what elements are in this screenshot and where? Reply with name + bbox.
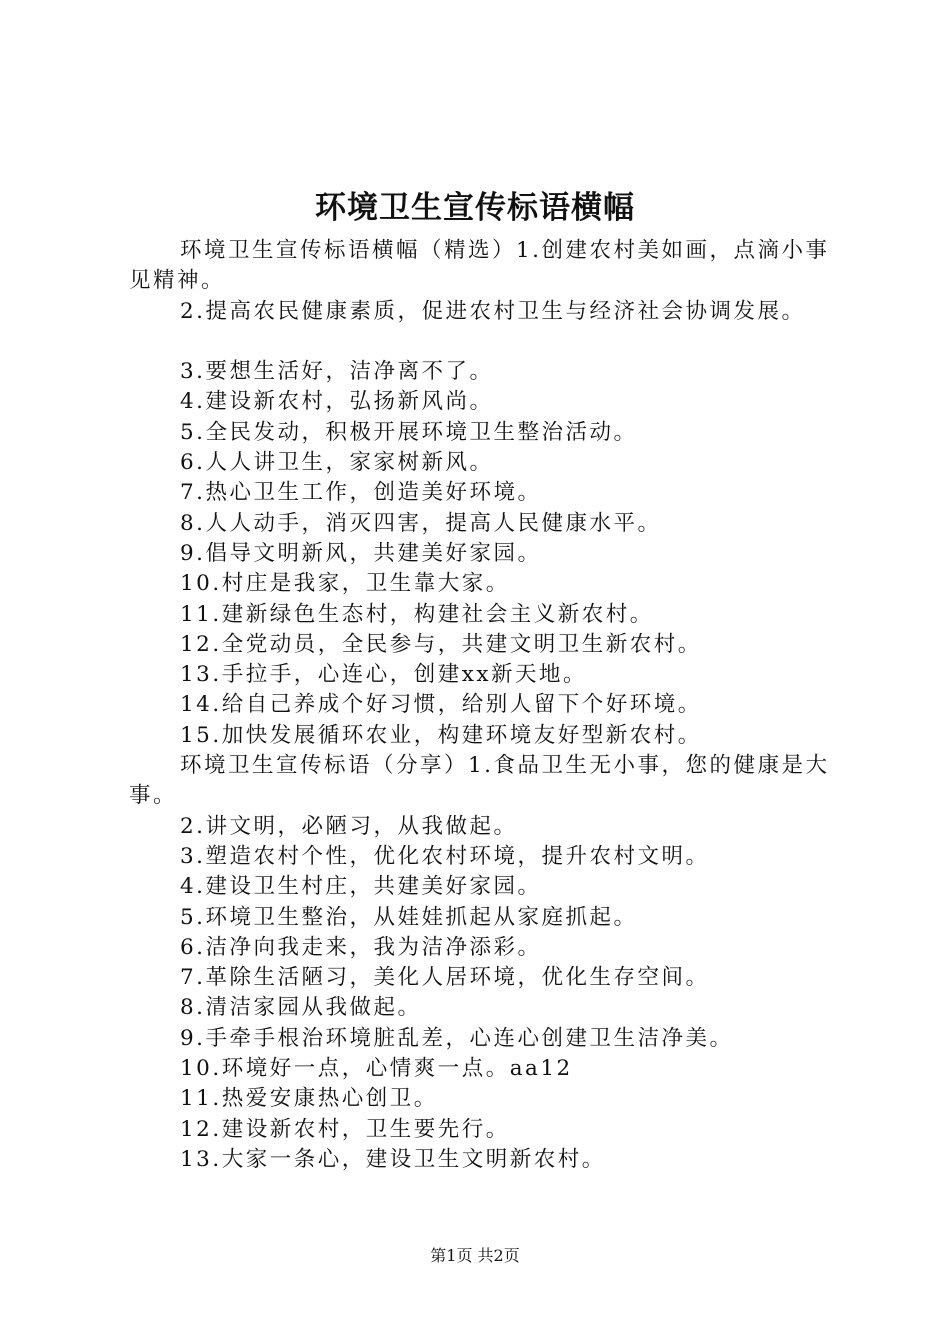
paragraph: 环境卫生宣传标语（分享）1.食品卫生无小事，您的健康是大事。 [129, 753, 830, 809]
page-footer: 第1页 共2页 [430, 1246, 520, 1265]
paragraph: 2.讲文明，必陋习，从我做起。 [180, 813, 518, 839]
paragraph: 10.村庄是我家，卫生靠大家。 [180, 571, 510, 597]
paragraph: 7.热心卫生工作，创造美好环境。 [180, 480, 542, 506]
paragraph: 6.洁净向我走来，我为洁净添彩。 [180, 934, 542, 960]
paragraph: 11.热爱安康热心创卫。 [180, 1086, 438, 1112]
paragraph: 13.手拉手，心连心，创建xx新天地。 [180, 662, 587, 688]
paragraph: 8.清洁家园从我做起。 [180, 995, 422, 1021]
paragraph: 5.环境卫生整治，从娃娃抓起从家庭抓起。 [180, 904, 638, 930]
blank-line [129, 327, 839, 357]
paragraph: 9.倡导文明新风，共建美好家园。 [180, 540, 542, 566]
paragraph: 9.手牵手根治环境脏乱差，心连心创建卫生洁净美。 [180, 1025, 734, 1051]
paragraph: 4.建设新农村，弘扬新风尚。 [180, 389, 494, 415]
paragraph: 12.建设新农村，卫生要先行。 [180, 1116, 510, 1142]
paragraph: 13.大家一条心，建设卫生文明新农村。 [180, 1146, 606, 1172]
paragraph: 5.全民发动，积极开展环境卫生整治活动。 [180, 419, 638, 445]
paragraph: 12.全党动员，全民参与，共建文明卫生新农村。 [180, 631, 702, 657]
paragraph: 环境卫生宣传标语横幅（精选）1.创建农村美如画，点滴小事见精神。 [129, 238, 830, 294]
paragraph: 3.塑造农村个性，优化农村环境，提升农村文明。 [180, 843, 710, 869]
paragraph: 3.要想生活好，洁净离不了。 [180, 359, 494, 385]
paragraph: 14.给自己养成个好习惯，给别人留下个好环境。 [180, 692, 702, 718]
paragraph: 15.加快发展循环农业，构建环境友好型新农村。 [180, 722, 702, 748]
document-title: 环境卫生宣传标语横幅 [315, 190, 635, 226]
paragraph: 7.革除生活陋习，美化人居环境，优化生存空间。 [180, 965, 710, 991]
paragraph: 10.环境好一点，心情爽一点。aa12 [180, 1056, 573, 1082]
paragraph: 8.人人动手，消灭四害，提高人民健康水平。 [180, 510, 662, 536]
paragraph: 6.人人讲卫生，家家树新风。 [180, 450, 494, 476]
paragraph: 4.建设卫生村庄，共建美好家园。 [180, 874, 542, 900]
document-body [129, 236, 839, 1175]
paragraph: 11.建新绿色生态村，构建社会主义新农村。 [180, 601, 654, 627]
paragraph: 2.提高农民健康素质，促进农村卫生与经济社会协调发展。 [180, 298, 806, 324]
